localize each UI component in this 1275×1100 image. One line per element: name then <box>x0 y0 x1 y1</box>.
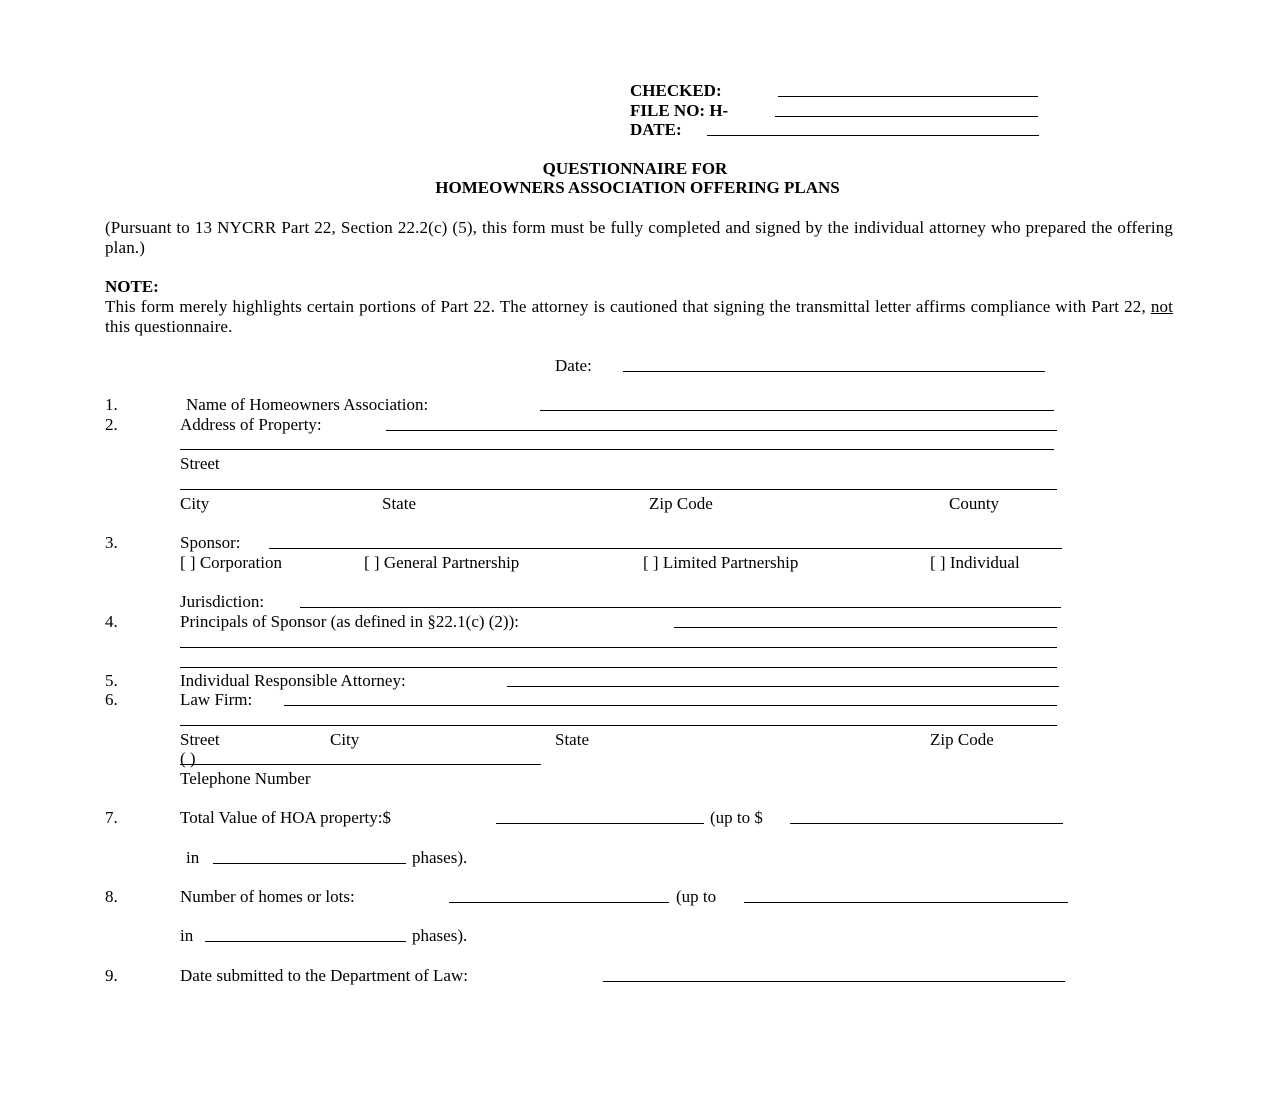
q4-field[interactable] <box>674 627 1057 628</box>
title-line-1: QUESTIONNAIRE FOR <box>542 159 728 178</box>
q3-jurisdiction-label: Jurisdiction: <box>180 592 265 611</box>
q6-number: 6. <box>105 690 118 709</box>
q4-label: Principals of Sponsor (as defined in §22.1(c) (2)): <box>180 612 519 631</box>
header-date-row <box>630 120 682 140</box>
q3-option-general-partnership[interactable]: [ ] General Partnership <box>364 553 520 572</box>
file-no-label: FILE NO: H- <box>630 101 729 120</box>
q8-phases-field[interactable] <box>205 941 406 942</box>
q9-label: Date submitted to the Department of Law: <box>180 966 468 985</box>
q8-number: 8. <box>105 887 118 906</box>
q2-number: 2. <box>105 415 118 434</box>
q2-street-caption: Street <box>180 454 220 473</box>
q6-phone-caption: Telephone Number <box>180 769 311 788</box>
q4-field-2[interactable] <box>180 647 1057 648</box>
title-line-2: HOMEOWNERS ASSOCIATION OFFERING PLANS <box>435 178 840 197</box>
date-label: Date: <box>555 356 592 375</box>
q8-in: in <box>180 926 194 945</box>
note-paragraph <box>105 297 1173 337</box>
q6-state-caption: State <box>555 730 589 749</box>
checked-label: CHECKED: <box>630 81 722 100</box>
q6-label: Law Firm: <box>180 690 253 709</box>
note-text-before: This form merely highlights certain portions of Part 22. The attorney is cautioned that signing the transmittal letter affirms compliance with Part 22, <box>105 297 1151 316</box>
q3-option-individual[interactable]: [ ] Individual <box>930 553 1020 572</box>
q9-number: 9. <box>105 966 118 985</box>
q7-phases-field[interactable] <box>213 863 406 864</box>
q7-label: Total Value of HOA property:$ <box>180 808 391 827</box>
q3-option-limited-partnership[interactable]: [ ] Limited Partnership <box>643 553 799 572</box>
note-heading: NOTE: <box>105 277 159 296</box>
file-no-row <box>630 101 728 121</box>
q6-address-field[interactable] <box>180 725 1057 726</box>
q2-label: Address of Property: <box>180 415 322 434</box>
q3-field[interactable] <box>269 548 1062 549</box>
q3-number: 3. <box>105 533 118 552</box>
q8-up-to-field[interactable] <box>744 902 1068 903</box>
header-date-label: DATE: <box>630 120 682 139</box>
q8-value-field[interactable] <box>449 902 669 903</box>
file-no-field[interactable] <box>775 116 1038 117</box>
q7-phases: phases). <box>412 848 468 867</box>
q2-street-field[interactable] <box>180 449 1054 450</box>
q2-city-field[interactable] <box>180 489 1057 490</box>
q1-field[interactable] <box>540 410 1054 411</box>
q7-value-field[interactable] <box>496 823 704 824</box>
q6-field[interactable] <box>284 705 1057 706</box>
q2-zip-caption: Zip Code <box>649 494 713 513</box>
note-text-after: this questionnaire. <box>105 317 233 336</box>
note-underlined: not <box>1150 297 1173 316</box>
q5-field[interactable] <box>507 686 1059 687</box>
q2-field[interactable] <box>386 430 1057 431</box>
q1-label: Name of Homeowners Association: <box>186 395 429 414</box>
q8-phases: phases). <box>412 926 468 945</box>
q8-up-to: (up to <box>676 887 717 906</box>
q6-zip-caption: Zip Code <box>930 730 994 749</box>
q7-up-to-field[interactable] <box>790 823 1063 824</box>
q6-phone-paren: ( ) <box>180 749 196 768</box>
q7-up-to: (up to $ <box>710 808 763 827</box>
q4-field-3[interactable] <box>180 667 1057 668</box>
intro-paragraph: (Pursuant to 13 NYCRR Part 22, Section 22.2(c) (5), this form must be fully completed and signed by the individual attorney who prepared the offering plan.) <box>105 218 1173 257</box>
q5-number: 5. <box>105 671 118 690</box>
date-field[interactable] <box>623 371 1045 372</box>
q3-jurisdiction-field[interactable] <box>300 607 1061 608</box>
q4-number: 4. <box>105 612 118 631</box>
q8-label: Number of homes or lots: <box>180 887 355 906</box>
q6-street-caption: Street <box>180 730 220 749</box>
q7-number: 7. <box>105 808 118 827</box>
q2-state-caption: State <box>382 494 416 513</box>
q3-option-corporation[interactable]: [ ] Corporation <box>180 553 282 572</box>
q2-county-caption: County <box>949 494 1000 513</box>
checked-field[interactable] <box>778 96 1038 97</box>
checked-row <box>630 81 722 101</box>
q1-number: 1. <box>105 395 118 414</box>
q9-field[interactable] <box>603 981 1065 982</box>
q3-label: Sponsor: <box>180 533 241 552</box>
q6-phone-field[interactable] <box>180 764 541 765</box>
q2-city-caption: City <box>180 494 210 513</box>
q7-in: in <box>186 848 200 867</box>
q5-label: Individual Responsible Attorney: <box>180 671 406 690</box>
q6-city-caption: City <box>330 730 360 749</box>
header-date-field[interactable] <box>707 135 1039 136</box>
